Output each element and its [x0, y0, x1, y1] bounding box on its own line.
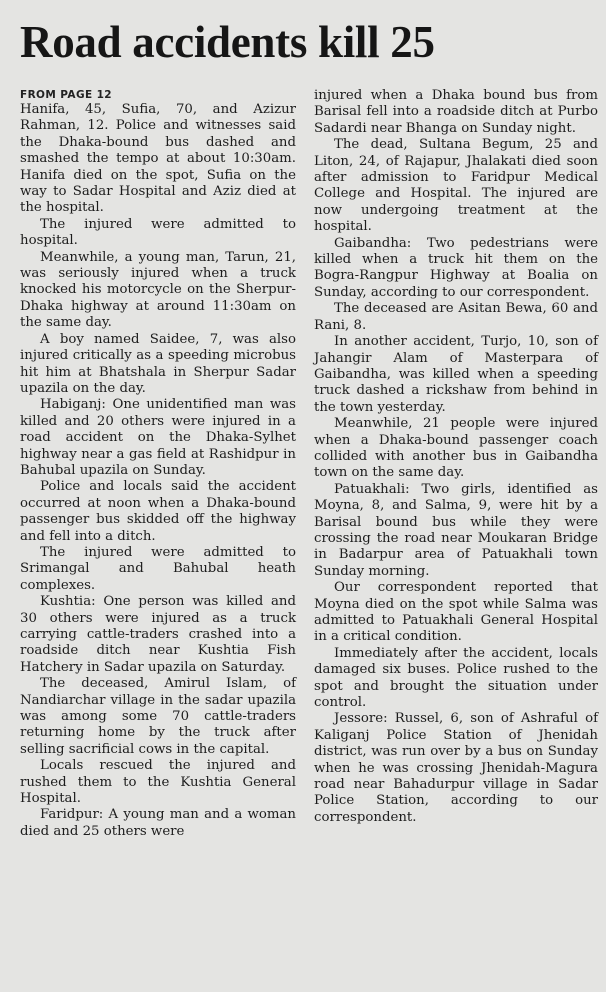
paragraph: Immediately after the accident, locals damaged six buses. Police rushed to the spot and brought the situation under control.	[314, 645, 598, 711]
paragraph: Our correspondent reported that Moyna died on the spot while Salma was admitted to Patuakhali General Hospital in a critical condition.	[314, 580, 598, 645]
right-column	[314, 88, 598, 840]
paragraph: Kushtia: One person was killed and 30 others were injured as a truck carrying cattle-traders crashed into a roadside ditch near Kushtia Fish Hatchery in Sadar upazila on Saturday.	[20, 594, 296, 675]
headline: Road accidents kill 25	[20, 17, 435, 67]
paragraph: A boy named Saidee, 7, was also injured critically as a speeding microbus hit him at Bhatshala in Sherpur Sadar upazila on the day.	[20, 331, 296, 396]
paragraph: In another accident, Turjo, 10, son of Jahangir Alam of Masterpara of Gaibandha, was killed when a speeding truck dashed a rickshaw from behind in the town yesterday.	[314, 334, 598, 415]
continuation-kicker: FROM PAGE 12	[20, 89, 113, 101]
paragraph: Meanwhile, a young man, Tarun, 21, was seriously injured when a truck knocked his motorcycle on the Sherpur-Dhaka highway at around 11:30am on the same day.	[20, 249, 296, 331]
paragraph: Patuakhali: Two girls, identified as Moyna, 8, and Salma, 9, were hit by a Barisal bound bus while they were crossing the road near Moukaran Bridge in Badarpur area of Patuakhali town Sunday morning.	[314, 481, 598, 579]
paragraph: The injured were admitted to Srimangal and Bahubal heath complexes.	[20, 544, 296, 593]
paragraph: Habiganj: One unidentified man was killed and 20 others were injured in a road accident on the Dhaka-Sylhet highway near a gas field at Rashidpur in Bahubal upazila on Sunday.	[20, 397, 296, 478]
paragraph: Hanifa, 45, Sufia, 70, and Azizur Rahman, 12. Police and witnesses said the Dhaka-bound bus dashed and smashed the tempo at about 10:30am. Hanifa died on the spot, Sufia on the way to Sadar Hospital and Aziz died at the hospital.	[20, 102, 296, 216]
article-body	[20, 88, 598, 840]
paragraph: Meanwhile, 21 people were injured when a Dhaka-bound passenger coach collided with another bus in Gaibandha town on the same day.	[314, 416, 598, 481]
paragraph: injured when a Dhaka bound bus from Barisal fell into a roadside ditch at Purbo Sadardi near Bhanga on Sunday night.	[314, 88, 598, 136]
left-column	[20, 88, 296, 840]
paragraph: Faridpur: A young man and a woman died and 25 others were	[20, 807, 296, 839]
paragraph: The deceased are Asitan Bewa, 60 and Rani, 8.	[314, 301, 598, 333]
paragraph: Police and locals said the accident occurred at noon when a Dhaka-bound passenger bus skidded off the highway and fell into a ditch.	[20, 479, 296, 544]
paragraph: The deceased, Amirul Islam, of Nandiarchar village in the sadar upazila was among some 70 cattle-traders returning home by the truck after selling sacrificial cows in the capital.	[20, 676, 296, 757]
paragraph: Gaibandha: Two pedestrians were killed when a truck hit them on the Bogra-Rangpur Highway at Boalia on Sunday, according to our correspondent.	[314, 235, 598, 300]
paragraph: The injured were admitted to hospital.	[20, 216, 296, 249]
paragraph: The dead, Sultana Begum, 25 and Liton, 24, of Rajapur, Jhalakati died soon after admission to Faridpur Medical College and Hospital. The injured are now undergoing treatment at the hospital.	[314, 137, 598, 235]
paragraph: Locals rescued the injured and rushed them to the Kushtia General Hospital.	[20, 758, 296, 807]
paragraph: Jessore: Russel, 6, son of Ashraful of Kaliganj Police Station of Jhenidah district, was run over by a bus on Sunday when he was crossing Jhenidah-Magura road near Bahadurpur village in Sadar Police Station, according to our correspondent.	[314, 711, 598, 825]
